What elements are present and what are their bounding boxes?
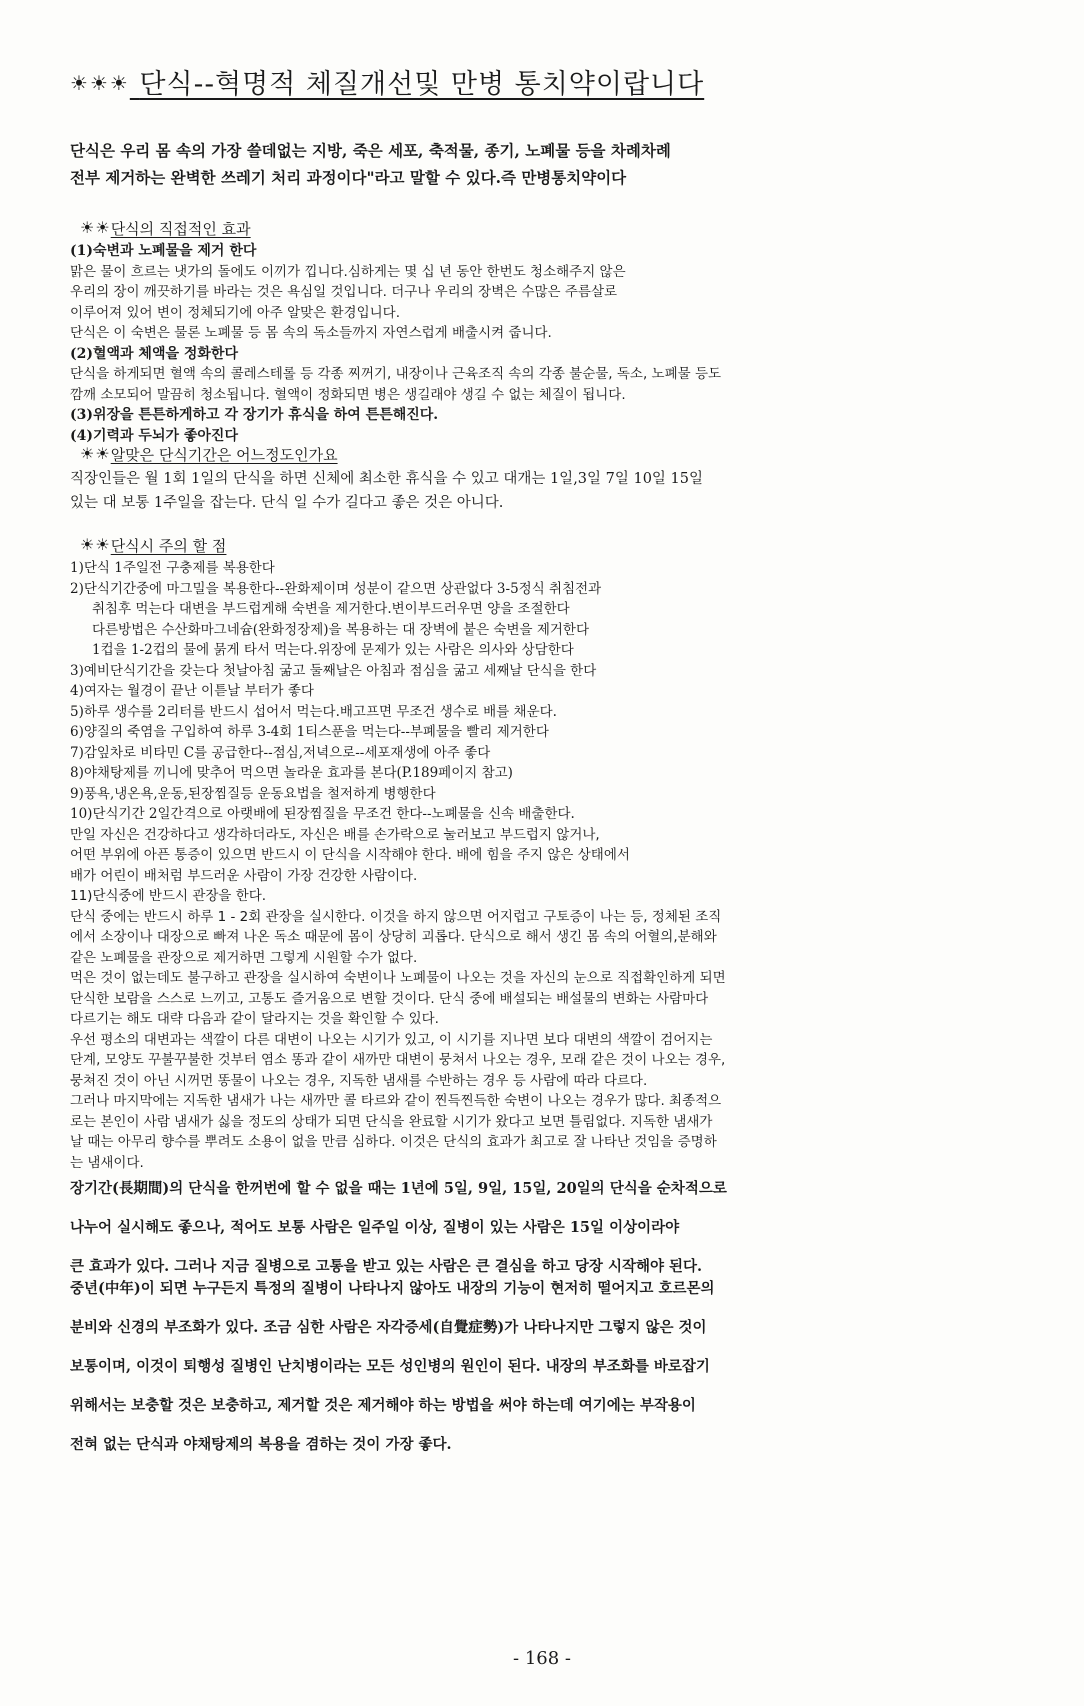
sun-icon: ☀ [109, 71, 129, 95]
text-line: 10)단식기간 2일간격으로 아랫배에 된장찜질을 무조건 한다--노폐물을 신속 배출한다. [70, 806, 575, 822]
text-line: (3)위장을 튼튼하게하고 각 장기가 휴식을 하여 튼튼해진다. [70, 407, 439, 423]
text-line: (1)숙변과 노폐물을 제거 한다 [70, 243, 257, 259]
middle-age-paragraph [70, 1262, 970, 1472]
text-line: 11)단식중에 반드시 관장을 한다. [70, 888, 267, 904]
text-line: (4)기력과 두뇌가 좋아진다 [70, 427, 238, 444]
text-line: 취침후 먹는다 대변을 부드럽게해 숙변을 제거한다.변이부드러우면 양을 조절한다 [92, 601, 570, 617]
text-line: 3)예비단식기간을 갖는다 첫날아침 굶고 둘째날은 아침과 점심을 굶고 세째날 단식을 한다 [70, 662, 597, 679]
text-line: 장기간(長期間)의 단식을 한꺼번에 할 수 없을 때는 1년에 5일, 9일, 15일, 20일의 단식을 순차적으로 [70, 1179, 727, 1197]
intro-paragraph [70, 137, 970, 191]
text-line: 로는 본인이 사람 냄새가 싫을 정도의 상태가 되면 단식을 완료할 시기가 왔다고 보면 틀림없다. 지독한 냄새가 [70, 1113, 713, 1130]
page-title [70, 62, 704, 101]
text-line: 에서 소장이나 대장으로 빠져 나온 독소 때문에 몸이 상당히 괴롭다. 단식으로 해서 생긴 몸 속의 어혈의,분해와 [70, 929, 717, 945]
text-line: 8)야채탕제를 끼니에 맞추어 먹으면 놀라운 효과를 본다(P.189페이지 참고) [70, 765, 513, 781]
sun-icon: ☀ [95, 444, 110, 463]
sun-icon: ☀ [95, 535, 110, 554]
text-line: 단식 중에는 반드시 하루 1 - 2회 관장을 실시한다. 이것을 하지 않으면 어지럽고 구토증이 나는 등, 정체된 조직 [70, 908, 722, 925]
section-heading: ☀☀알맞은 단식기간은 어느정도인가요 [80, 444, 338, 464]
text-line: 같은 노폐물을 관장으로 제거하면 그렇게 시원할 수가 없다. [70, 949, 418, 966]
text-line: 뭉쳐진 것이 아닌 시꺼먼 똥물이 나오는 경우, 지독한 냄새를 수반하는 경우 등 사람에 따라 다르다. [70, 1072, 648, 1089]
text-line: 5)하루 생수를 2리터를 반드시 섭어서 먹는다.배고프면 무조건 생수로 배를 채운다. [70, 703, 557, 720]
text-line: 다른방법은 수산화마그네슘(완화정장제)을 복용하는 대 장벽에 붙은 숙변을 제거한다 [92, 621, 590, 638]
section-body [70, 241, 970, 446]
section-fasting-period [70, 444, 970, 515]
text-line: 어떤 부위에 아픈 통증이 있으면 반드시 이 단식을 시작해야 한다. 배에 힘을 주지 않은 상태에서 [70, 847, 630, 863]
sun-icon: ☀ [80, 535, 95, 554]
section-heading: ☀☀단식시 주의 할 점 [80, 535, 227, 555]
text-line: 배가 어린이 배처럼 부드러운 사람이 가장 건강한 사람이다. [70, 867, 418, 884]
sun-icon: ☀ [80, 218, 95, 237]
sun-icon: ☀ [80, 444, 95, 463]
text-line: 다르기는 해도 대략 다음과 같이 달라지는 것을 확인할 수 있다. [70, 1011, 439, 1027]
section-body [70, 558, 970, 1173]
text-line: 큰 효과가 있다. 그러나 지금 질병으로 고통을 받고 있는 사람은 큰 결심을 하고 당장 시작해야 된다. [70, 1257, 703, 1275]
text-line: 먹은 것이 없는데도 불구하고 관장을 실시하여 숙변이나 노폐물이 나오는 것을 자신의 눈으로 직접확인하게 되면 [70, 970, 726, 986]
text-line: 우리의 장이 깨끗하기를 바라는 것은 욕심일 것입니다. 더구나 우리의 장벽은 수많은 주름살로 [70, 284, 618, 300]
intro-line: 단식은 우리 몸 속의 가장 쓸데없는 지방, 죽은 세포, 축적물, 종기, 노폐물 등을 차례차례 [70, 141, 671, 160]
page-title-text: 단식--혁명적 체질개선및 만병 통치약이랍니다 [139, 69, 705, 100]
text-line: 7)감잎차로 비타민 C를 공급한다--점심,저녁으로--세포재생에 아주 좋다 [70, 744, 491, 761]
text-line: 나누어 실시해도 좋으나, 적어도 보통 사람은 일주일 이상, 질병이 있는 사람은 15일 이상이라야 [70, 1218, 680, 1236]
text-line: 위해서는 보충할 것은 보충하고, 제거할 것은 제거해야 하는 방법을 써야 하는데 여기에는 부작용이 [70, 1396, 696, 1414]
text-line: 단식한 보람을 스스로 느끼고, 고통도 즐거움으로 변할 것이다. 단식 중에 배설되는 배설물의 변화는 사람마다 [70, 990, 709, 1007]
intro-line: 전부 제거하는 완벽한 쓰레기 처리 과정이다"라고 말할 수 있다.즉 만병통치약이다 [70, 168, 627, 187]
text-line: 2)단식기간중에 마그밀을 복용한다--완화제이며 성분이 같으면 상관없다 3-5정식 취침전과 [70, 580, 602, 597]
sun-icon: ☀ [89, 71, 109, 95]
page-number: - 168 - [513, 1648, 571, 1669]
text-line: 전혀 없는 단식과 야채탕제의 복용을 겸하는 것이 가장 좋다. [70, 1435, 452, 1453]
text-line: 보통이며, 이것이 퇴행성 질병인 난치병이라는 모든 성인병의 원인이 된다. 내장의 부조화를 바로잡기 [70, 1357, 710, 1375]
text-line: 깜깨 소모되어 말끔히 청소됩니다. 혈액이 정화되면 병은 생길래야 생길 수 없는 체질이 됩니다. [70, 386, 626, 403]
text-line: 9)풍욕,냉온욕,운동,된장찜질등 운동요법을 철저하게 병행한다 [70, 785, 436, 802]
section-cautions [70, 535, 970, 1173]
text-line: 있는 대 보통 1주일을 잡는다. 단식 일 수가 길다고 좋은 것은 아니다. [70, 495, 504, 511]
section-direct-effects [70, 218, 970, 446]
text-line: (2)혈액과 체액을 정화한다 [70, 345, 238, 362]
text-line: 우선 평소의 대변과는 색깔이 다른 대변이 나오는 시기가 있고, 이 시기를 지나면 보다 대변의 색깔이 검어지는 [70, 1031, 713, 1048]
text-line: 는 냄새이다. [70, 1154, 144, 1171]
sun-icon: ☀ [70, 71, 89, 95]
text-line: 중년(中年)이 되면 누구든지 특정의 질병이 나타나지 않아도 내장의 기능이 현저히 떨어지고 호르몬의 [70, 1279, 715, 1297]
text-line: 1)단식 1주일전 구충제를 복용한다 [70, 560, 275, 576]
text-line: 분비와 신경의 부조화가 있다. 조금 심한 사람은 자각증세(自覺症勢)가 나타나지만 그렇지 않은 것이 [70, 1318, 707, 1336]
text-line: 날 때는 아무리 향수를 뿌려도 소용이 없을 만큼 심하다. 이것은 단식의 효과가 최고로 잘 나타난 것임을 증명하 [70, 1134, 717, 1150]
text-line: 단계, 모양도 꾸불꾸불한 것부터 염소 똥과 같이 새까만 대변이 뭉쳐서 나오는 경우, 모래 같은 것이 나오는 경우, [70, 1052, 726, 1068]
text-line: 6)양질의 죽염을 구입하여 하루 3-4회 1티스푼을 먹는다--부폐물을 빨리 제거한다 [70, 724, 549, 740]
text-line: 직장인들은 월 1회 1일의 단식을 하면 신체에 최소한 휴식을 수 있고 대개는 1일,3일 7일 10일 15일 [70, 471, 704, 487]
text-line: 4)여자는 월경이 끝난 이튿날 부터가 좋다 [70, 683, 314, 699]
sun-icon: ☀ [95, 218, 110, 237]
text-line: 이루어져 있어 변이 정체되기에 아주 알맞은 환경입니다. [70, 304, 400, 321]
text-line: 단식을 하게되면 혈액 속의 콜레스테롤 등 각종 찌꺼기, 내장이나 근육조직 속의 각종 불순물, 독소, 노폐물 등도 [70, 366, 722, 382]
text-line: 단식은 이 숙변은 물론 노폐물 등 몸 속의 독소들까지 자연스럽게 배출시켜 줍니다. [70, 325, 552, 341]
text-line: 맑은 물이 흐르는 냇가의 돌에도 이끼가 낍니다.심하게는 몇 십 년 동안 한번도 청소해주지 않은 [70, 263, 626, 280]
text-line: 그러나 마지막에는 지독한 냄새가 나는 새까만 콜 타르와 같이 찐득찐득한 숙변이 나오는 경우가 많다. 최종적으 [70, 1093, 722, 1109]
section-heading: ☀☀단식의 직접적인 효과 [80, 218, 251, 238]
text-line: 1컵을 1-2컵의 물에 묽게 타서 먹는다.위장에 문제가 있는 사람은 의사와 상담한다 [92, 642, 574, 658]
text-line: 만일 자신은 건강하다고 생각하더라도, 자신은 배를 손가락으로 눌러보고 부드럽지 않거나, [70, 826, 600, 843]
